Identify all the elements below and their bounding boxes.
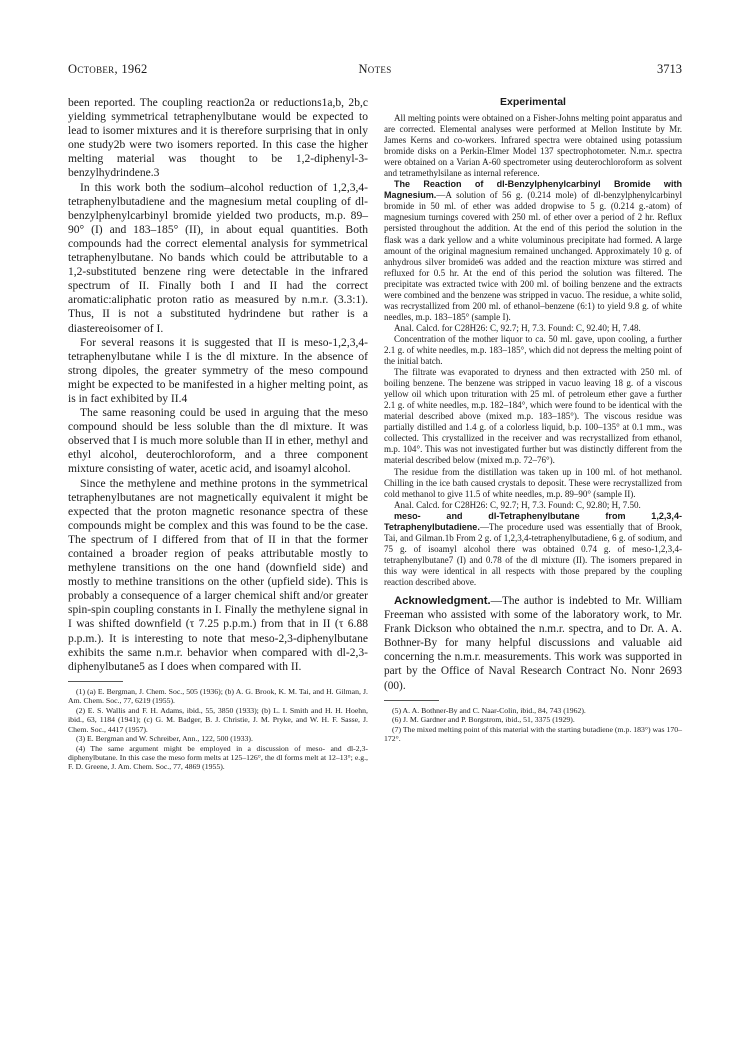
footnote-divider <box>68 681 123 682</box>
footnote: (3) E. Bergman and W. Schreiber, Ann., 122, 500 (1933). <box>76 734 253 744</box>
paragraph <box>384 511 682 588</box>
paragraph: The filtrate was evaporated to dryness and then extracted with 250 ml. of boiling benzene. The benzene was stripped in vacuo leaving 18 g. of a viscous yellow oil which upon trituration with 25 ml. of petroleum ether gave a further 2.1 g. of white needles, m.p. 182–184°, which were found to be identical with the material described above (mixed m.p. 183–185°). The viscous residue was partially distilled and 1.4 g. of a colorless liquid, b.p. 100–135° at 0.1 mm., was collected. This crystallized in the receiver and was recrystallized from ethanol, m.p. 104°. This was not investigated further but was distinctly different from the material described below (mixed m.p. 72–76°). <box>384 367 682 466</box>
page-header <box>68 62 682 82</box>
paragraph: All melting points were obtained on a Fisher-Johns melting point apparatus and are corrected. Elemental analyses were performed at Mellon Institute by Mr. James Kerns and co-workers. Infrared spectra were obtained using potassium bromide disks on a Perkin-Elmer Model 137 spectrophotometer. N.m.r. spectra were obtained on a Varian A-60 spectrometer using deuterochloroform as solvent and tetramethylsilane as internal reference. <box>384 113 683 179</box>
acknowledgment <box>384 594 682 693</box>
subheading: meso- and dl-Tetraphenylbutane from 1,2,3,4-Tetraphenylbutadiene. <box>384 510 682 532</box>
analysis: Anal. Calcd. for C28H26: C, 92.7; H, 7.3. Found: C, 92.80; H, 7.50. <box>394 499 641 510</box>
right-column <box>384 96 682 743</box>
subheading: Acknowledgment. <box>394 595 491 608</box>
footnote: (7) The mixed melting point of this material with the starting butadiene (m.p. 183°) was 170–172°. <box>384 724 682 744</box>
left-column <box>68 96 368 772</box>
analysis: Anal. Calcd. for C28H26: C, 92.7; H, 7.3. Found: C, 92.40; H, 7.48. <box>394 322 641 333</box>
paragraph: For several reasons it is suggested that II is meso-1,2,3,4-tetraphenylbutane while I is the dl mixture. In the absence of strong dipoles, the greater symmetry of the meso compound might be expected to be manifested in a higher melting point, as is in fact exhibited by II.4 <box>68 336 368 405</box>
paragraph-text: —The procedure used was essentially that of Brook, Tai, and Gilman.1b From 2 g. of 1,2,3,4-tetraphenylbutadiene, 6 g. of sodium, and 75 g. of isoamyl alcohol there was obtained 0.74 g. of meso-1,2,3,4-tetraphenylbutane7 (I) and 0.78 of the dl mixture (II). The isomers prepared in this way were identical in all respects with those prepared by the coupling reaction described above. <box>384 521 682 587</box>
journal-date: October, 1962 <box>68 62 148 76</box>
footnote: (6) J. M. Gardner and P. Borgstrom, ibid., 51, 3375 (1929). <box>392 715 575 725</box>
paragraph: The same reasoning could be used in arguing that the meso compound should be less soluble than the dl mixture. It was observed that I is much more soluble than II in ether, methyl and ethyl alcohol, deuterochloroform, and a three component mixture consisting of water, acetic acid, and isoamyl alcohol. <box>68 407 368 476</box>
footnotes-right <box>384 706 682 744</box>
section-heading: Experimental <box>500 96 566 108</box>
page-number: 3713 <box>657 62 682 76</box>
paragraph: The residue from the distillation was taken up in 100 ml. of hot methanol. Chilling in the ice bath caused crystals to deposit. These were recrystallized from cold methanol to give 11.5 of white needles, m.p. 89–90° (sample II). <box>384 466 682 499</box>
paragraph-text: —A solution of 56 g. (0.214 mole) of dl-benzylphenylcarbinyl bromide in 50 ml. of ether was added dropwise to 5 g. (0.214 g.-atom) of magnesium turnings covered with 250 ml. of ether over a period of 2 hr. Reflux persisted throughout the addition. At the end of this period the solution in the flask was a dark yellow and a white voluminous precipitate had formed. A large amount of the original magnesium remained unchanged. Approximately 10 g. of anhydrous silver bromide6 was added and the reaction mixture was stirred and refluxed for 0.5 hr. At the end of this period the solution was filtered. The precipitate was extracted twice with 200 ml. of boiling benzene and the extracts were combined and the benzene was stripped in vacuo. The residue, a white solid, was recrystallized from 200 ml. of ethanol–benzene (6:1) to yield 9.8 g. of white needles, m.p. 183–185° (sample I). <box>384 190 682 322</box>
footnote: (2) E. S. Wallis and F. H. Adams, ibid., 55, 3850 (1933); (b) L. I. Smith and H. H. Hoehn, ibid., 63, 1184 (1941); (c) G. M. Badger, B. J. Christie, J. M. Pryke, and W. H. F. Sasse, J. Chem. Soc., 4417 (1957). <box>68 705 368 734</box>
left-body <box>68 96 368 674</box>
footnote: (4) The same argument might be employed in a discussion of meso- and dl-2,3-diphenylbutane. In this case the meso form melts at 125–126°, the dl forms melt at 12–13°; e.g., F. D. Greene, J. Am. Chem. Soc., 77, 4869 (1955). <box>68 743 368 772</box>
paragraph: Concentration of the mother liquor to ca. 50 ml. gave, upon cooling, a further 2.1 g. of white needles, m.p. 183–185°, which did not depress the melting point of the initial batch. <box>384 333 682 367</box>
paragraph: been reported. The coupling reaction2a or reductions1a,b, 2b,c yielding symmetrical tetraphenylbutane would be expected to lead to isomer mixtures and it is therefore surprising that in only one study2b were two isomers reported. In this case the higher melting material was thought to be 1,2-diphenyl-3-benzylhydrindene.3 <box>68 97 368 180</box>
footnotes-left <box>68 687 368 772</box>
footnote: (1) (a) E. Bergman, J. Chem. Soc., 505 (1936); (b) A. G. Brook, K. M. Tai, and H. Gilman, J. Am. Chem. Soc., 77, 6219 (1955). <box>68 686 368 706</box>
paragraph-text: —The author is indebted to Mr. William Freeman who assisted with some of the laboratory work, to Mr. Frank Dickson who obtained the n.m.r. spectra, and to Dr. A. A. Bothner-By for many helpful discussions and valuable aid concerning the n.m.r. measurements. This work was supported in part by the Office of Naval Research Contract No. Nonr 2693 (00). <box>384 595 682 692</box>
footnote: (5) A. A. Bothner-By and C. Naar-Colin, ibid., 84, 743 (1962). <box>392 705 586 715</box>
paragraph: In this work both the sodium–alcohol reduction of 1,2,3,4-tetraphenylbutadiene and the magnesium metal coupling of dl-benzylphenylcarbinyl bromide yielded two products, m.p. 89–90° (I) and 183–185° (II), in about equal quantities. Both compounds had the correct elemental analysis for symmetrical tetraphenylbutane. No bands which could be attributable to a 1,2-substituted benzene ring were detectable in the infrared spectrum of II. Finally both I and II had the correct aromatic:aliphatic proton ratio as measured by n.m.r. (3.3:1). Thus, II is not a substituted hydrindene but rather is a diastereoisomer of I. <box>68 181 368 335</box>
section-name: Notes <box>358 62 392 76</box>
subheading: The Reaction of dl-Benzylphenylcarbinyl Bromide with Magnesium. <box>384 179 682 201</box>
right-body <box>384 113 682 693</box>
paragraph <box>384 179 682 323</box>
footnote-divider <box>384 700 439 701</box>
paragraph: Since the methylene and methine protons in the symmetrical tetraphenylbutanes are not magnetically equivalent it might be expected that the proton magnetic resonance spectra of these compounds might be complex and this was found to be the case. The spectrum of I differed from that of II in that the former contained a broader region of peaks attributable mostly to methylene transitions on the one hand (downfield side) and mostly to methine transitions on the other (upfield side). This is probably a consequence of a larger chemical shift and/or greater spin-spin coupling constants in I. Finally the methylene signal in I was shifted downfield (τ 7.25 p.p.m.) from that in II (τ 6.88 p.p.m.). It is interesting to note that meso-2,3-diphenylbutane exhibits the same n.m.r. behavior when compared with dl-2,3-diphenylbutane5 as I does when compared with II. <box>68 477 368 673</box>
